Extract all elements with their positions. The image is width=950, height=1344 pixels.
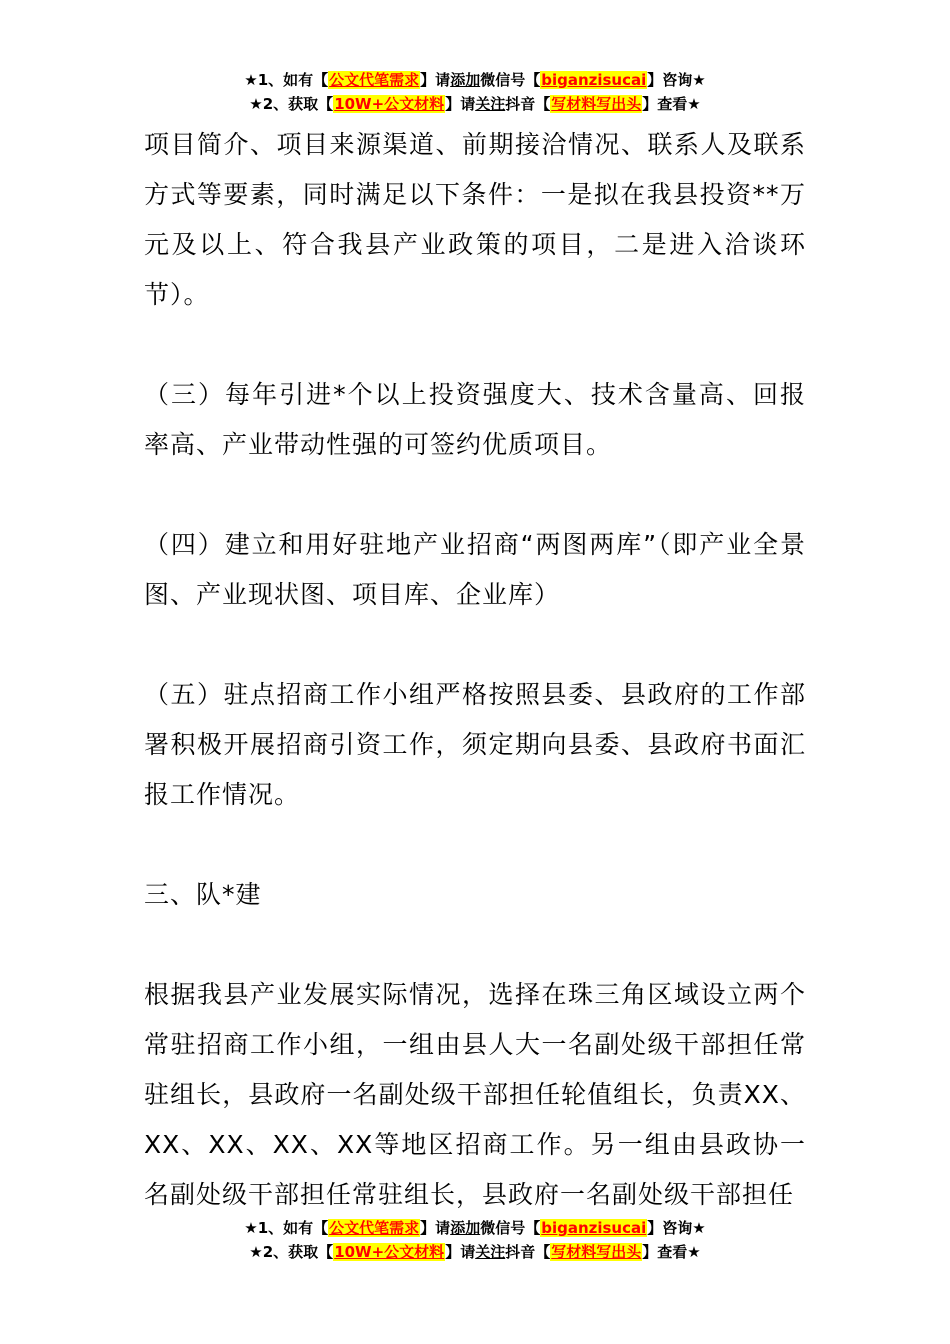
banner-highlight: 公文代笔需求	[329, 71, 420, 89]
banner-text: 微信号【	[480, 71, 541, 89]
header-banner	[0, 68, 950, 116]
banner-text: ★1、如有【	[244, 71, 329, 89]
banner-text: 】咨询★	[647, 71, 706, 89]
banner-highlight: 10W+公文材料	[334, 1243, 445, 1261]
banner-text: 抖音【	[505, 95, 551, 113]
banner-highlight: biganzisucai	[541, 71, 647, 89]
section-heading-3: 三、队*建	[144, 880, 262, 909]
banner-underlined: 添加	[450, 1219, 481, 1237]
banner-line-2	[0, 1240, 950, 1264]
paragraph-5: 根据我县产业发展实际情况，选择在珠三角区域设立两个常驻招商工作小组，一组由县人大一名副处级干部担任常驻组长，县政府一名副处级干部担任轮值组长，负责XX、XX、XX、XX、XX等地区招商工作。另一组由县政协一名副处级干部担任常驻组长，县政府一名副处级干部担任	[144, 980, 806, 1209]
paragraph-gap	[144, 620, 806, 670]
banner-text: 】请	[420, 71, 451, 89]
banner-highlight: 10W+公文材料	[334, 95, 445, 113]
banner-text: 】请	[445, 95, 476, 113]
banner-text: ★2、获取【	[249, 95, 334, 113]
banner-text: 】查看★	[642, 1243, 701, 1261]
paragraph-1: 项目简介、项目来源渠道、前期接洽情况、联系人及联系方式等要素，同时满足以下条件：一是拟在我县投资**万元及以上、符合我县产业政策的项目，二是进入洽谈环节）。	[144, 130, 806, 309]
paragraph-gap	[144, 820, 806, 870]
banner-highlight: 写材料写出头	[551, 95, 642, 113]
banner-text: 】咨询★	[647, 1219, 706, 1237]
banner-highlight: biganzisucai	[541, 1219, 647, 1237]
paragraph-3: （四）建立和用好驻地产业招商“两图两库”（即产业全景图、产业现状图、项目库、企业库）	[144, 530, 806, 609]
banner-highlight: 公文代笔需求	[329, 1219, 420, 1237]
banner-underlined: 添加	[450, 71, 481, 89]
banner-text: ★1、如有【	[244, 1219, 329, 1237]
paragraph-gap	[144, 470, 806, 520]
banner-line-2	[0, 92, 950, 116]
banner-text: ★2、获取【	[249, 1243, 334, 1261]
document-body	[144, 120, 806, 1220]
banner-text: 】查看★	[642, 95, 701, 113]
banner-line-1	[0, 1216, 950, 1240]
banner-underlined: 关注	[475, 95, 506, 113]
paragraph-gap	[144, 920, 806, 970]
paragraph-gap	[144, 320, 806, 370]
banner-text: 微信号【	[480, 1219, 541, 1237]
banner-highlight: 写材料写出头	[551, 1243, 642, 1261]
banner-text: 】请	[420, 1219, 451, 1237]
footer-banner	[0, 1216, 950, 1264]
paragraph-4: （五）驻点招商工作小组严格按照县委、县政府的工作部署积极开展招商引资工作，须定期向县委、县政府书面汇报工作情况。	[144, 680, 806, 809]
banner-line-1	[0, 68, 950, 92]
banner-text: 抖音【	[505, 1243, 551, 1261]
banner-text: 】请	[445, 1243, 476, 1261]
paragraph-2: （三）每年引进*个以上投资强度大、技术含量高、回报率高、产业带动性强的可签约优质项目。	[144, 380, 806, 459]
banner-underlined: 关注	[475, 1243, 506, 1261]
